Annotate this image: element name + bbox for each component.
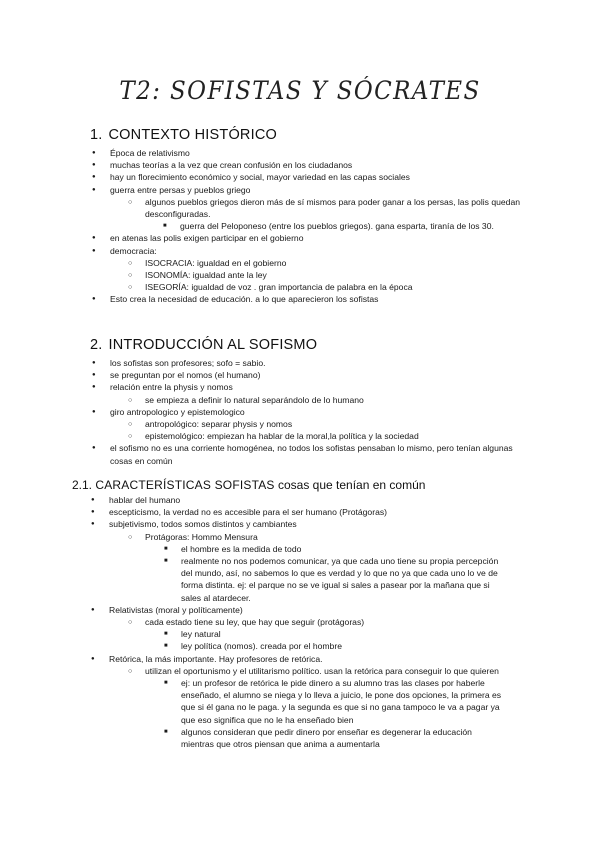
list-item: [0, 394, 600, 406]
list-item: [0, 220, 600, 232]
section-title: CONTEXTO HISTÓRICO: [108, 127, 277, 143]
list-item-text: se empieza a definir lo natural separándolo de lo humano: [145, 394, 364, 405]
list-item: [0, 494, 600, 506]
list-item-text: ISONOMÍA: igualdad ante la ley: [145, 270, 267, 281]
list-item-text: algunos pueblos griegos dieron más de sí mismos para poder ganar a los persas, las polis quedan desconfiguradas.: [145, 196, 521, 220]
subsection-caracteristicas-sofistas: [0, 478, 600, 750]
list-item: [0, 531, 600, 543]
list-item: [0, 171, 600, 183]
subsection-heading: [72, 478, 600, 492]
list-item-text: cada estado tiene su ley, que hay que seguir (protágoras): [145, 617, 365, 628]
list-item-text: Esto crea la necesidad de educación. a lo que aparecieron los sofistas: [110, 294, 379, 305]
list-item-text: guerra del Peloponeso (entre los pueblos griegos). gana esparta, tiranía de los 30.: [180, 221, 494, 232]
section-number: 1.: [90, 127, 103, 143]
list-item-text: Retórica, la más importante. Hay profesores de retórica.: [109, 653, 323, 664]
list-item: [0, 232, 600, 244]
list-item-text: Época de relativismo: [110, 148, 190, 158]
list-item: [0, 269, 600, 281]
bullet-list: [0, 147, 600, 306]
list-item-text: antropológico: separar physis y nomos: [145, 419, 293, 430]
list-item-text: los sofistas son profesores; sofo = sabio.: [110, 358, 266, 368]
section-contexto-historico: [0, 127, 600, 306]
list-item: [0, 518, 600, 530]
list-item-text: subjetivismo, todos somos distintos y cambiantes: [109, 519, 297, 530]
list-item-text: utilizan el oportunismo y el utilitarismo político. usan la retórica para conseguir lo que quieren: [145, 665, 499, 676]
list-item-text: democracia:: [110, 245, 157, 256]
list-item-text: hablar del humano: [109, 495, 181, 505]
list-item: [0, 653, 600, 665]
list-item-text: guerra entre persas y pueblos griego: [110, 184, 251, 195]
list-item: [0, 245, 600, 257]
section-number: 2.: [90, 337, 103, 353]
list-item: [0, 555, 600, 604]
list-item-text: escepticismo, la verdad no es accesible para el ser humano (Protágoras): [109, 507, 388, 518]
section-title: INTRODUCCIÓN AL SOFISMO: [108, 337, 318, 353]
list-item-text: algunos consideran que pedir dinero por enseñar es degenerar la educación mientras que otros piensan que anima a aumentarla: [181, 726, 472, 750]
bullet-icon: [164, 555, 168, 568]
list-item: [0, 184, 600, 196]
subsection-number: 2.1.: [72, 478, 93, 492]
bullet-icon: [92, 442, 96, 455]
bullet-list: [0, 494, 600, 750]
list-item: [0, 281, 600, 293]
list-item-text: giro antropologico y epistemologico: [110, 406, 245, 417]
section-heading: [90, 337, 600, 353]
list-item: [0, 357, 600, 369]
list-item: [0, 293, 600, 305]
list-item: [0, 604, 600, 616]
bullet-list: [0, 357, 600, 467]
list-item: [0, 640, 600, 652]
bullet-icon: [164, 726, 168, 739]
list-item: [0, 726, 600, 750]
list-item-text: ej: un profesor de retórica le pide dinero a su alumno tras las clases por haberle enseñado, el alumno se niega y lo lleva a juicio, le pone dos opciones, la primera es que si él gana no le paga. y la segunda es que si no gana tampoco le va a pagar ya que eso significa que no le ha enseñado bien: [181, 678, 502, 725]
list-item-text: en atenas las polis exigen participar en el gobierno: [110, 233, 304, 244]
list-item: [0, 418, 600, 430]
list-item-text: realmente no nos podemos comunicar, ya que cada uno tiene su propia percepción del mundo, así, no sabemos lo que es verdad y lo que no ya que cada uno lo ve de forma distinta. ej: el parque no se ve igual si sales a pasear por la mañana que si sales al atardecer.: [181, 556, 499, 603]
list-item: [0, 196, 600, 220]
list-item-text: muchas teorías a la vez que crean confusión en los ciudadanos: [110, 160, 353, 171]
list-item: [0, 543, 600, 555]
list-item: [0, 381, 600, 393]
list-item-text: ley política (nomos). creada por el hombre: [181, 641, 342, 652]
list-item-text: epistemológico: empiezan ha hablar de la moral,la política y la sociedad: [145, 431, 419, 442]
list-item-text: Relativistas (moral y políticamente): [109, 604, 243, 615]
list-item-text: ISEGORÍA: igualdad de voz . gran importancia de palabra en la época: [145, 282, 413, 293]
list-item: [0, 430, 600, 442]
list-item: [0, 628, 600, 640]
list-item: [0, 406, 600, 418]
list-item: [0, 616, 600, 628]
section-introduccion-sofismo: [0, 337, 600, 467]
page-title: T2: SOFISTAS Y SÓCRATES: [119, 76, 481, 105]
list-item-text: se preguntan por el nomos (el humano): [110, 370, 261, 381]
list-item: [0, 442, 600, 466]
subsection-title-rest: cosas que tenían en común: [277, 478, 426, 492]
list-item: [0, 369, 600, 381]
section-heading: [90, 127, 600, 143]
bullet-icon: [164, 677, 168, 690]
list-item-text: hay un florecimiento económico y social, mayor variedad en las capas sociales: [110, 172, 410, 183]
subsection-title: CARACTERÍSTICAS SOFISTAS: [95, 478, 275, 492]
list-item: [0, 677, 600, 726]
list-item: [0, 257, 600, 269]
bullet-icon: [128, 196, 132, 209]
list-item-text: relación entre la physis y nomos: [110, 382, 233, 393]
list-item-text: el hombre es la medida de todo: [181, 543, 302, 554]
list-item: [0, 665, 600, 677]
list-item-text: Protágoras: Hommo Mensura: [145, 531, 258, 542]
list-item: [0, 147, 600, 159]
list-item-text: el sofismo no es una corriente homogénea, no todos los sofistas pensaban lo mismo, pero tenían algunas cosas en común: [110, 443, 513, 466]
list-item-text: ISOCRACIA: igualdad en el gobierno: [145, 257, 287, 268]
list-item: [0, 506, 600, 518]
bullet-icon: [92, 293, 96, 306]
list-item: [0, 159, 600, 171]
list-item-text: ley natural: [181, 629, 221, 640]
